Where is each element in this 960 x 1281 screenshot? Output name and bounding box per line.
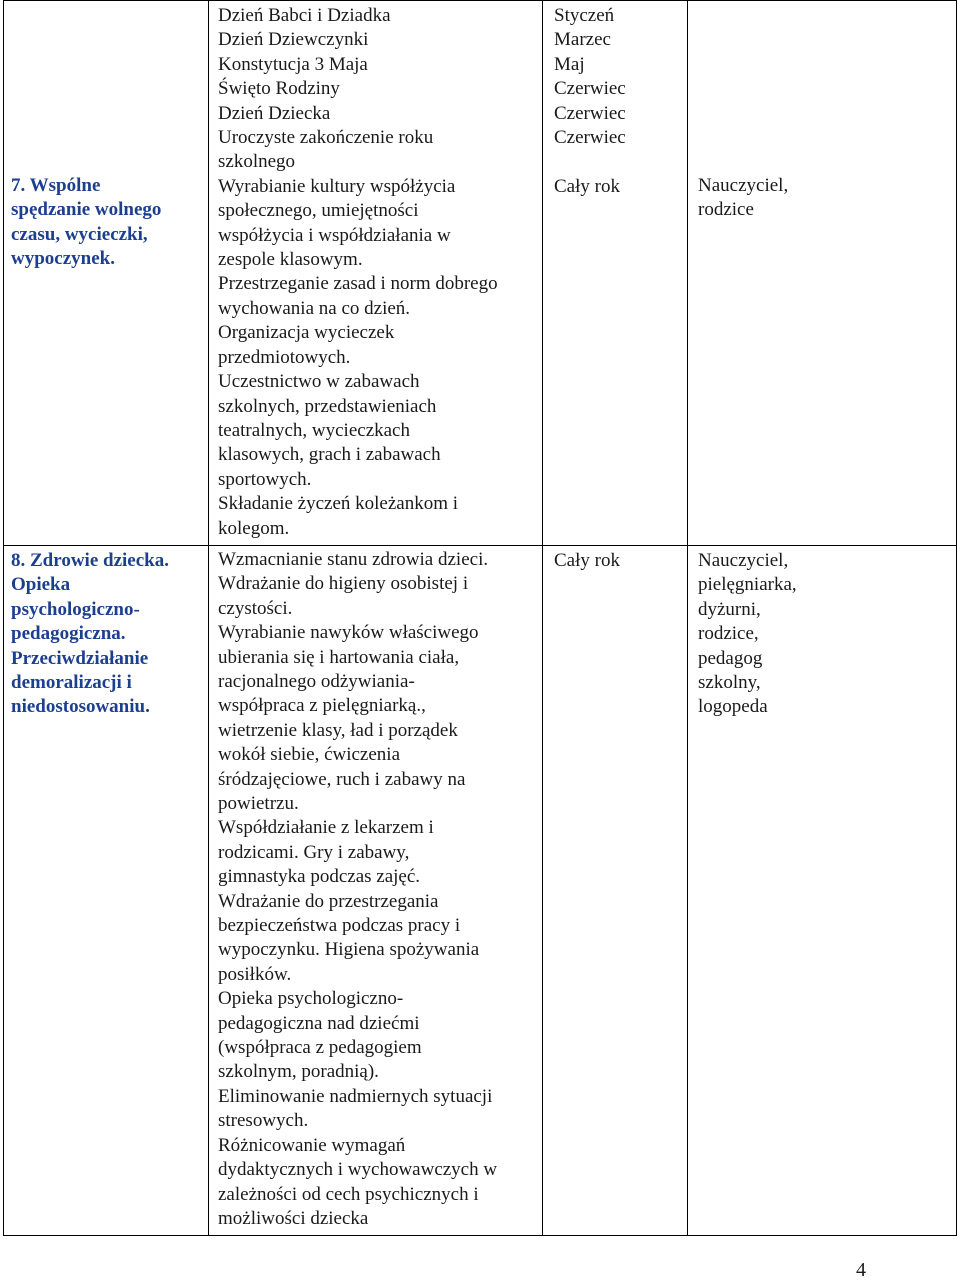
activity-line: klasowych, grach i zabawach [218, 444, 441, 466]
responsible-line: dyżurni, [698, 598, 761, 620]
activities-text [209, 1, 542, 545]
responsible-line: Nauczyciel, [698, 549, 789, 571]
area-line: psychologiczno- [11, 598, 140, 620]
activity-line: Składanie życzeń koleżankom i [218, 493, 459, 515]
responsible-line: logopeda [698, 696, 768, 718]
term-main: Cały rok [554, 176, 620, 198]
activity-line: Uroczyste zakończenie roku [218, 127, 434, 149]
responsible-line: rodzice, [698, 623, 759, 645]
activity-line: kolegom. [218, 517, 290, 539]
term-line: Styczeń [554, 5, 615, 26]
activity-line: zespole klasowym. [218, 249, 363, 271]
activity-line: teatralnych, wycieczkach [218, 419, 410, 441]
activity-line: Współdziałanie z lekarzem i [218, 817, 434, 839]
activity-line: wypoczynku. Higiena spożywania [218, 939, 480, 961]
area-line: niedostosowaniu. [11, 696, 150, 718]
activity-line: rodzicami. Gry i zabawy, [218, 841, 410, 863]
activity-line: Różnicowanie wymagań [218, 1134, 406, 1156]
activity-line: Wyrabianie nawyków właściwego [218, 622, 479, 644]
term-line: Maj [554, 53, 585, 75]
activity-line: współpraca z pielęgniarką., [218, 695, 426, 717]
area-line: pedagogiczna. [11, 623, 126, 645]
activity-line: Przestrzeganie zasad i norm dobrego [218, 273, 498, 295]
activity-line: powietrzu. [218, 793, 299, 814]
term-line: Marzec [554, 29, 611, 51]
term-text [543, 1, 687, 200]
area-line: demoralizacji i [11, 671, 132, 693]
activity-line: Konstytucja 3 Maja [218, 53, 368, 75]
activity-line: szkolnych, przedstawieniach [218, 395, 437, 417]
responsible-cell [688, 1, 957, 546]
activity-line: Dzień Babci i Dziadka [218, 5, 391, 26]
activity-line: Dzień Dziecka [218, 102, 331, 124]
activity-line: zależności od cech psychicznych i [218, 1183, 479, 1205]
activity-line: szkolnego [218, 151, 296, 173]
activity-line: Eliminowanie nadmiernych sytuacji [218, 1085, 493, 1107]
activity-line: szkolnym, poradnią). [218, 1061, 379, 1083]
activity-line: Uczestnictwo w zabawach [218, 371, 420, 393]
term-line: Czerwiec [554, 102, 626, 124]
activity-line: posiłków. [218, 963, 292, 985]
responsible-cell [688, 545, 957, 1235]
activity-line: Wdrażanie do przestrzegania [218, 890, 439, 912]
activity-line: sportowych. [218, 468, 312, 490]
table-row [4, 545, 957, 1235]
responsible-line: szkolny, [698, 671, 761, 693]
activity-line: wokół siebie, ćwiczenia [218, 744, 401, 766]
responsible-line: rodzice [698, 199, 754, 221]
activity-line: Opieka psychologiczno- [218, 988, 404, 1010]
term-line: Czerwiec [554, 78, 626, 100]
activity-line: bezpieczeństwa podczas pracy i [218, 915, 461, 937]
responsible-text [688, 546, 956, 720]
activity-line: Święto Rodziny [218, 78, 340, 100]
page-number: 4 [856, 1259, 866, 1281]
area-cell [4, 545, 209, 1235]
area-line: czasu, wycieczki, [11, 223, 148, 245]
term-cell [543, 1, 688, 546]
activity-line: wychowania na co dzień. [218, 297, 411, 319]
activities-text [209, 546, 542, 1235]
activity-line: śródzajęciowe, ruch i zabawy na [218, 768, 466, 790]
activities-cell [209, 1, 543, 546]
activity-line: (współpraca z pedagogiem [218, 1037, 422, 1059]
responsible-line: pielęgniarka, [698, 574, 797, 596]
activity-line: pedagogiczna nad dziećmi [218, 1012, 420, 1034]
activity-line: Organizacja wycieczek [218, 322, 395, 344]
activity-line: Wdrażanie do higieny osobistej i [218, 573, 469, 595]
activity-line: wietrzenie klasy, ład i porządek [218, 719, 458, 741]
activity-line: Wyrabianie kultury współżycia [218, 175, 456, 197]
responsible-text [688, 1, 956, 223]
responsible-line: pedagog [698, 647, 763, 669]
area-line: 8. Zdrowie dziecka. [11, 549, 169, 571]
area-line: wypoczynek. [11, 248, 115, 270]
activity-line: czystości. [218, 597, 293, 619]
area-line: Przeciwdziałanie [11, 647, 149, 669]
area-heading [4, 1, 208, 272]
activities-cell [209, 545, 543, 1235]
activity-line: społecznego, umiejętności [218, 200, 419, 222]
responsible-line: Nauczyciel, [698, 175, 789, 196]
activity-line: Wzmacnianie stanu zdrowia dzieci. [218, 548, 489, 570]
term-main: Cały rok [554, 549, 620, 571]
term-cell [543, 545, 688, 1235]
area-heading [4, 546, 208, 720]
activity-line: stresowych. [218, 1110, 309, 1132]
activity-line: racjonalnego odżywiania- [218, 670, 415, 692]
area-cell [4, 1, 209, 546]
table-row [4, 1, 957, 546]
activity-line: przedmiotowych. [218, 346, 351, 368]
activity-line: dydaktycznych i wychowawczych w [218, 1159, 498, 1181]
activity-line: współżycia i współdziałania w [218, 224, 451, 246]
area-line: Opieka [11, 574, 71, 596]
activity-line: ubierania się i hartowania ciała, [218, 646, 460, 668]
plan-table [3, 0, 957, 1236]
activity-line: możliwości dziecka [218, 1207, 369, 1229]
area-line: 7. Wspólne [11, 175, 101, 196]
term-text [543, 546, 687, 573]
area-line: spędzanie wolnego [11, 199, 162, 221]
activity-line: gimnastyka podczas zajęć. [218, 866, 421, 888]
term-line: Czerwiec [554, 127, 626, 149]
activity-line: Dzień Dziewczynki [218, 29, 369, 51]
